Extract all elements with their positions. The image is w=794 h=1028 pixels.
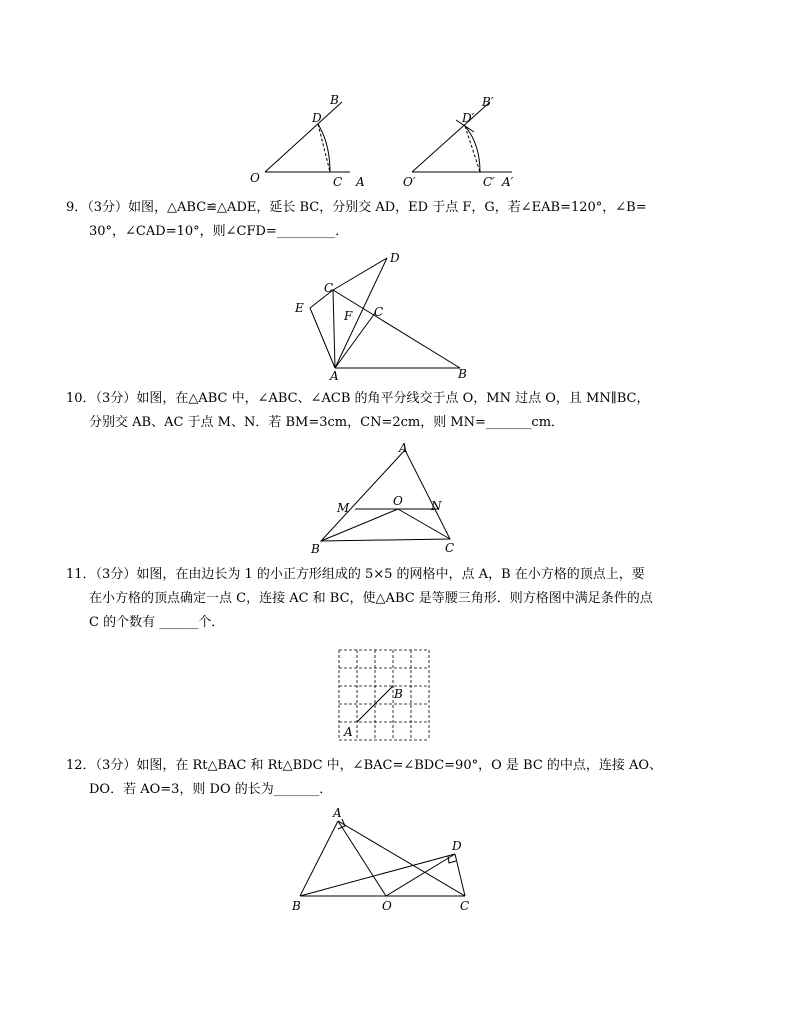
label-D: D: [390, 251, 400, 265]
question-11-line-1: 11．（3分）如图，在由边长为 1 的小正方形组成的 5×5 的网格中，点 A，B 在小方格的顶点上，要: [66, 567, 645, 582]
question-11-line-2: 在小方格的顶点确定一点 C，连接 AC 和 BC，使△ABC 是等腰三角形．则方格图中满足条件的点: [89, 591, 653, 606]
label-F: F: [344, 309, 353, 323]
label-D: D: [312, 111, 322, 125]
question-10-line-2: 分别交 AB、AC 于点 M、N．若 BM=3cm，CN=2cm，则 MN=_______cm．: [89, 415, 565, 430]
label-C: C: [445, 541, 455, 555]
label-C-1: C: [324, 281, 334, 295]
question-9-line-2: 30°，∠CAD=10°，则∠CFD=_________．: [89, 224, 349, 239]
question-12-line-1: 12．（3分）如图，在 Rt△BAC 和 Rt△BDC 中，∠BAC=∠BDC=90°，O 是 BC 的中点，连接 AO、: [66, 758, 663, 773]
label-B-prime: B′: [482, 95, 494, 109]
label-D-prime: D′: [462, 111, 475, 125]
label-N: N: [431, 499, 442, 513]
question-9-line-1: 9．（3分）如图，△ABC≌△ADE，延长 BC，分别交 AD，ED 于点 F，G，若∠EAB=120°，∠B=: [66, 200, 647, 215]
label-B: B: [394, 687, 403, 701]
label-O-prime: O′: [403, 175, 416, 189]
label-B: B: [330, 93, 339, 107]
figure-angle-construction: [240, 92, 540, 192]
question-12: [66, 754, 706, 802]
label-A: A: [399, 441, 408, 455]
label-O: O: [382, 899, 392, 913]
label-O: O: [250, 171, 260, 185]
question-10-line-1: 10．（3分）如图，在△ABC 中，∠ABC、∠ACB 的角平分线交于点 O，MN 过点 O，且 MN∥BC，: [66, 391, 650, 406]
label-B: B: [292, 899, 301, 913]
label-M: M: [337, 501, 350, 515]
question-11-line-3: C 的个数有 ______个．: [89, 615, 225, 630]
label-A: A: [333, 806, 342, 820]
label-A: A: [344, 725, 353, 739]
label-A: A: [330, 369, 339, 382]
label-D: D: [452, 839, 462, 853]
label-C: C: [460, 899, 470, 913]
label-A-prime: A′: [502, 175, 514, 189]
label-E: E: [295, 301, 304, 315]
figure-question-12: [288, 806, 478, 916]
label-O: O: [393, 494, 403, 508]
label-B: B: [458, 367, 467, 381]
label-C-prime: C′: [483, 175, 495, 189]
question-10: [66, 387, 706, 435]
question-11: [66, 563, 706, 635]
figure-question-9: [290, 250, 480, 382]
label-C: C: [333, 175, 343, 189]
figure-question-10: [308, 440, 468, 558]
question-9: [66, 196, 706, 244]
question-12-line-2: DO．若 AO=3，则 DO 的长为_______．: [89, 782, 333, 797]
figure-question-11-grid: [337, 648, 433, 744]
label-C-2: C: [374, 305, 384, 319]
label-A: A: [356, 175, 365, 189]
label-B: B: [311, 542, 320, 556]
